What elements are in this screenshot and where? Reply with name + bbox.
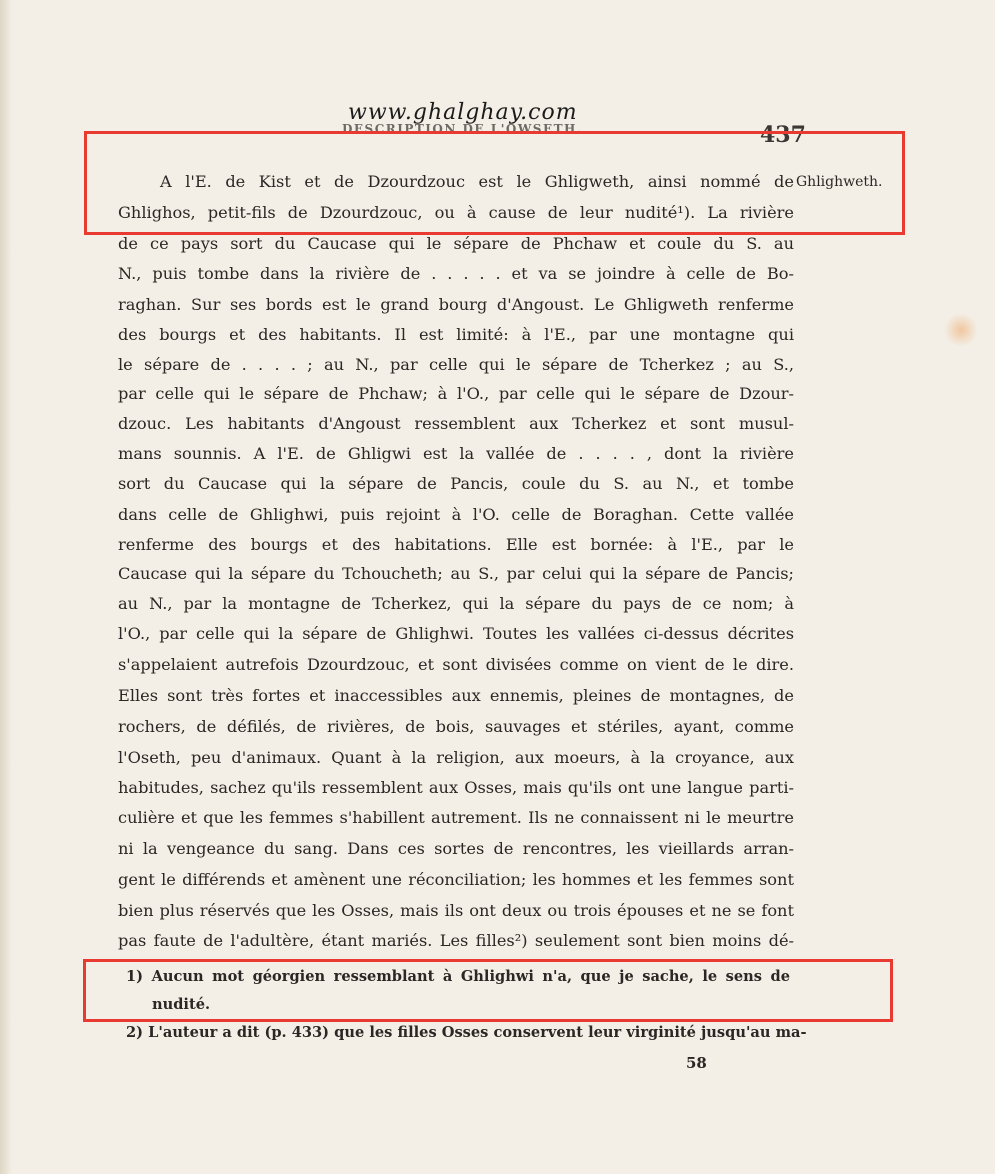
footnote-2: 2) L'auteur a dit (p. 433) que les filles Osses conservent leur virginité jusqu'au ma- xyxy=(126,1024,807,1041)
margin-note: Ghlighweth. xyxy=(796,174,883,190)
body-line: habitudes, sachez qu'ils ressemblent aux Osses, mais qu'ils ont une langue parti- xyxy=(118,778,794,797)
highlight-box-heading xyxy=(84,131,905,235)
body-line: l'Oseth, peu d'animaux. Quant à la religion, aux moeurs, à la croyance, aux xyxy=(118,748,794,767)
body-line: dans celle de Ghlighwi, puis rejoint à l'O. celle de Boraghan. Cette vallée xyxy=(118,505,794,524)
sheet-number: 58 xyxy=(686,1054,707,1072)
body-line: Ghlighos, petit-fils de Dzourdzouc, ou à cause de leur nudité¹). La rivière xyxy=(118,203,794,222)
body-line: gent le différends et amènent une réconciliation; les hommes et les femmes sont xyxy=(118,870,794,889)
body-line: l'O., par celle qui la sépare de Ghlighwi. Toutes les vallées ci-dessus décrites xyxy=(118,624,794,643)
page-number: 437 xyxy=(760,122,806,148)
body-line: sort du Caucase qui la sépare de Pancis, coule du S. au N., et tombe xyxy=(118,474,794,493)
body-line: bien plus réservés que les Osses, mais ils ont deux ou trois épouses et ne se font xyxy=(118,901,794,920)
paper-stain xyxy=(944,313,978,347)
footnote-1: 1) Aucun mot géorgien ressemblant à Ghlighwi n'a, que je sache, le sens de xyxy=(126,968,790,985)
body-line: s'appelaient autrefois Dzourdzouc, et sont divisées comme on vient de le dire. xyxy=(118,655,794,674)
body-line: culière et que les femmes s'habillent autrement. Ils ne connaissent ni le meurtre xyxy=(118,808,794,827)
highlight-box-footnote xyxy=(83,959,893,1022)
body-line: le sépare de . . . . ; au N., par celle qui le sépare de Tcherkez ; au S., xyxy=(118,355,794,374)
body-line: A l'E. de Kist et de Dzourdzouc est le Ghligweth, ainsi nommé de xyxy=(160,172,794,191)
body-line: Caucase qui la sépare du Tchoucheth; au S., par celui qui la sépare de Pancis; xyxy=(118,564,794,583)
body-line: des bourgs et des habitants. Il est limité: à l'E., par une montagne qui xyxy=(118,325,794,344)
page-edge xyxy=(0,0,12,1174)
body-line: Elles sont très fortes et inaccessibles aux ennemis, pleines de montagnes, de xyxy=(118,686,794,705)
body-line: raghan. Sur ses bords est le grand bourg d'Angoust. Le Ghligweth renferme xyxy=(118,295,794,314)
body-line: ni la vengeance du sang. Dans ces sortes de rencontres, les vieillards arran- xyxy=(118,839,794,858)
watermark: www.ghalghay.com xyxy=(348,100,578,125)
body-line: dzouc. Les habitants d'Angoust ressemblent aux Tcherkez et sont musul- xyxy=(118,414,794,433)
body-line: pas faute de l'adultère, étant mariés. Les filles²) seulement sont bien moins dé- xyxy=(118,931,794,950)
body-line: rochers, de défilés, de rivières, de bois, sauvages et stériles, ayant, comme xyxy=(118,717,794,736)
body-line: de ce pays sort du Caucase qui le sépare de Phchaw et coule du S. au xyxy=(118,234,794,253)
body-line: mans sounnis. A l'E. de Ghligwi est la vallée de . . . . , dont la rivière xyxy=(118,444,794,463)
body-line: par celle qui le sépare de Phchaw; à l'O., par celle qui le sépare de Dzour- xyxy=(118,384,794,403)
body-line: renferme des bourgs et des habitations. Elle est bornée: à l'E., par le xyxy=(118,535,794,554)
body-line: N., puis tombe dans la rivière de . . . . . et va se joindre à celle de Bo- xyxy=(118,264,794,283)
running-head: DESCRIPTION DE L'OWSETH. xyxy=(342,122,583,136)
footnote-1-continued: nudité. xyxy=(152,996,211,1013)
body-line: au N., par la montagne de Tcherkez, qui la sépare du pays de ce nom; à xyxy=(118,594,794,613)
